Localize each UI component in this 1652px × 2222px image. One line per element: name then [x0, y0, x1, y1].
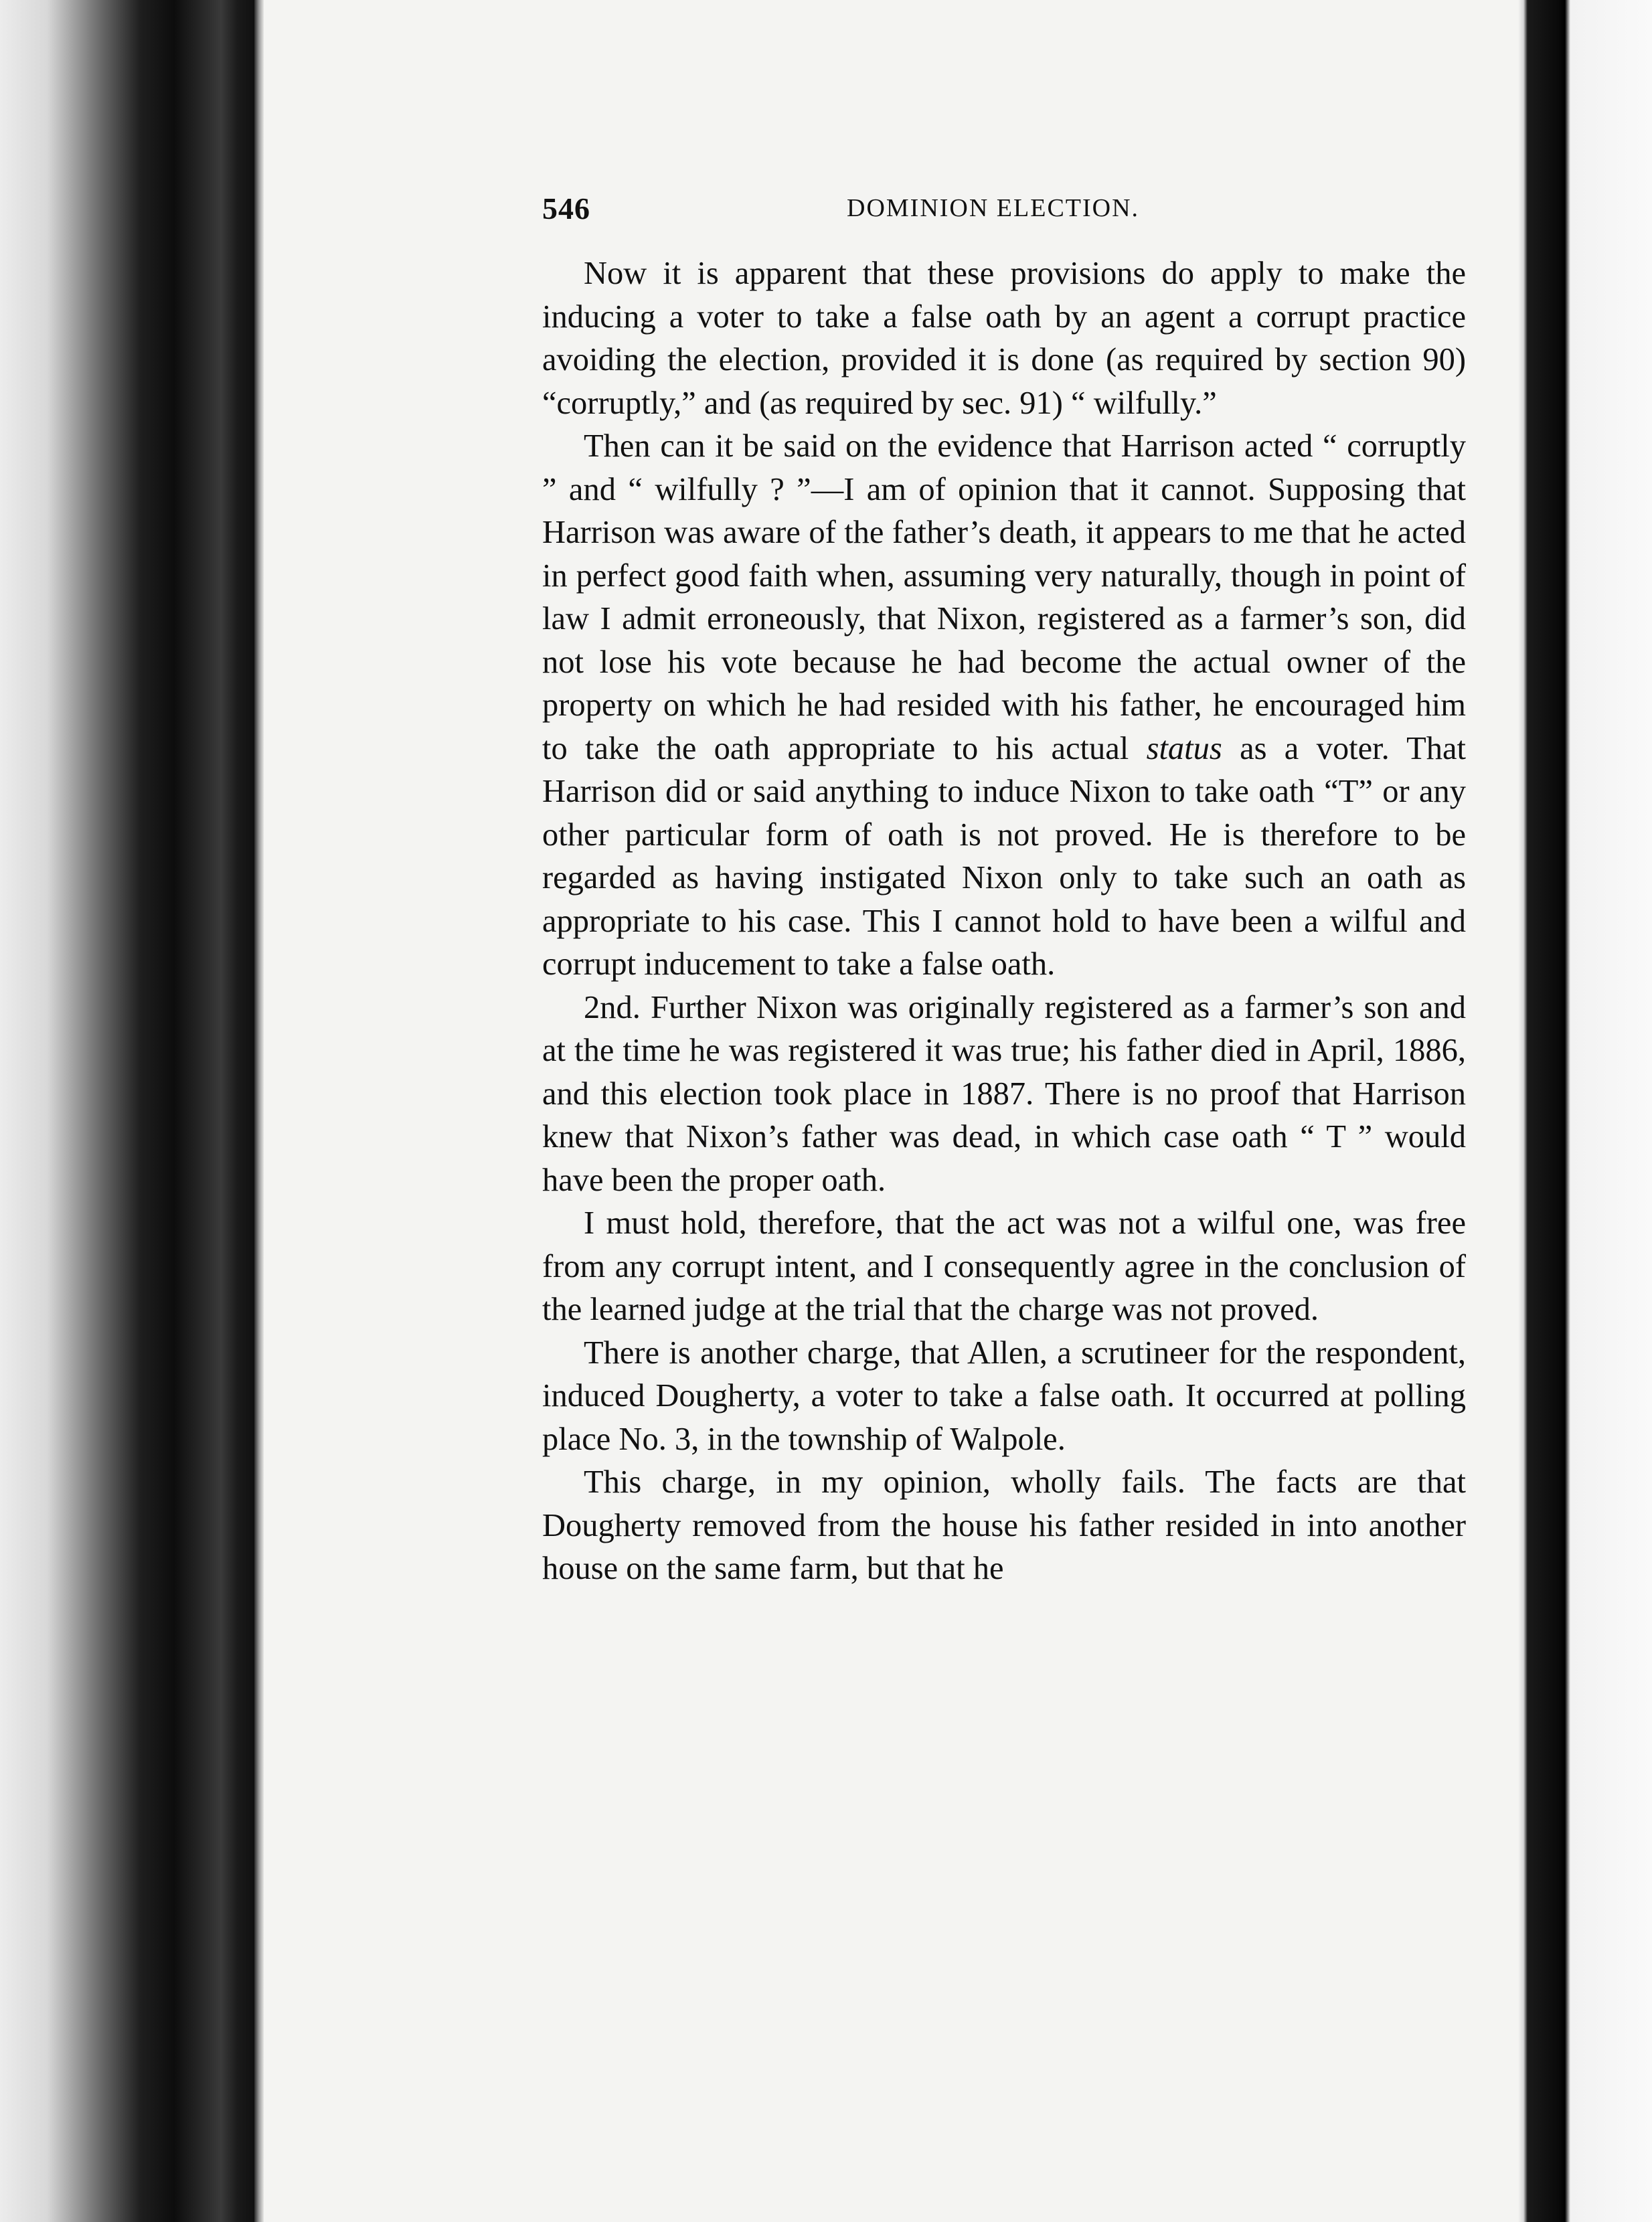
running-head [542, 191, 1466, 238]
book-page [542, 191, 1466, 1591]
page-number: 546 [542, 191, 590, 226]
paragraph-6: This charge, in my opinion, wholly fails. The facts are that Dougherty removed from the house his father resided in into another house on the same farm, but that he [542, 1464, 1466, 1586]
body-text [542, 252, 1466, 1591]
paragraph-2-rest: as a voter. That Harrison did or said anything to induce Nixon to take oath “T” or any other particular form of oath is not proved. He is therefore to be regarded as having instigated Nixon only to take such an oath as appropriate to his case. This I cannot hold to have been a wilful and corrupt inducement to take a false oath. [542, 730, 1466, 982]
next-leaf-edge [1518, 0, 1652, 2222]
book-binding-shadow [0, 0, 254, 2222]
page-inner-edge [254, 0, 264, 2222]
paragraph-5: There is another charge, that Allen, a scrutineer for the respondent, induced Dougherty, a voter to take a false oath. It occurred at polling place No. 3, in the township of Walpole. [542, 1335, 1466, 1457]
paragraph-3: 2nd. Further Nixon was originally registered as a farmer’s son and at the time he was registered it was true; his father died in April, 1886, and this election took place in 1887. There is no proof that Harrison knew that Nixon’s father was dead, in which case oath “ T ” would have been the proper oath. [542, 989, 1466, 1198]
paragraph-2-text: Then can it be said on the evidence that Harrison acted “ corruptly ” and “ wilfully ? ”—I am of opinion that it cannot. Supposing that Harrison was aware of the father’s death, it appears to me that he acted in perfect good faith when, assuming very naturally, though in point of law I admit erroneously, that Nixon, registered as a farmer’s son, did not lose his vote because he had become the actual owner of the property on which he had resided with his father, he encouraged him to take the oath appropriate to his actual [542, 428, 1466, 766]
paragraph-2 [542, 425, 1466, 987]
paragraph-1: Now it is apparent that these provisions do apply to make the inducing a voter to take a false oath by an agent a corrupt practice avoiding the election, provided it is done (as required by section 90) “corruptly,” and (as required by sec. 91) “ wilfully.” [542, 256, 1466, 421]
paragraph-4: I must hold, therefore, that the act was not a wilful one, was free from any corrupt intent, and I consequently agree in the conclusion of the learned judge at the trial that the charge was not proved. [542, 1205, 1466, 1327]
paragraph-2-italic: status [1146, 730, 1222, 766]
running-title: DOMINION ELECTION. [847, 194, 1140, 222]
